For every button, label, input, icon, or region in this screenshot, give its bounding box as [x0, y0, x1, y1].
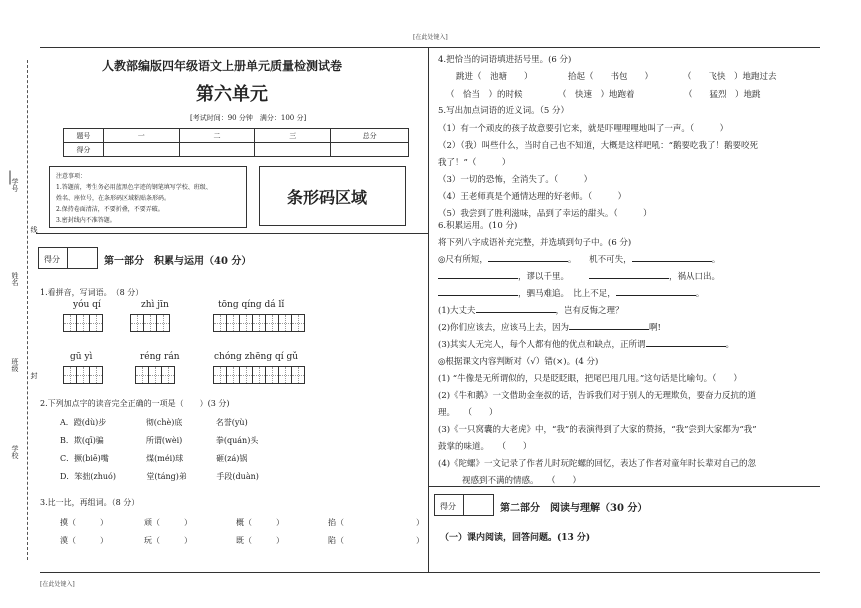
side-label-xian: 线: [30, 226, 38, 233]
q6-intro: 将下列八字成语补充完整，并选填到句子中。(6 分): [438, 238, 632, 248]
judge-item-4[interactable]: (4)《陀螺》一文记录了作者儿时玩陀螺的回忆，表达了作者对童年时长辈对自己的忽: [438, 459, 757, 469]
q6-idiom-row-1[interactable]: ◎尺有所短， 。 机不可失， 。: [438, 255, 721, 265]
q5-item-3[interactable]: （3）一切的恐怖，全消失了。（ ）: [438, 175, 593, 185]
q5-item-5[interactable]: （5）我尝到了胜利滋味，品到了幸运的甜头。（ ）: [438, 209, 652, 219]
top-rule: [40, 47, 820, 48]
judge-item-1[interactable]: (1) “牛像是无所谓似的，只是眨眨眼，把尾巴甩几甩。”这句话是比喻句。（ ）: [438, 374, 742, 384]
q6-sentence-1[interactable]: (1)大丈夫 ，岂有反悔之理？: [438, 306, 624, 316]
q1-pinyin-4: gū yì: [70, 352, 93, 362]
q3-row-2[interactable]: 漠（ ） 玩（ ） 既（ ） 陷（ ）: [60, 536, 424, 545]
side-label-xuexiao: 学校: [11, 445, 19, 459]
side-label-banji: 班级: [11, 358, 19, 372]
judge-item-4-cont[interactable]: 视感到不满的情感。 （ ）: [462, 476, 582, 486]
unit-title: 第六单元: [196, 84, 268, 105]
footer-note: [在此处键入]: [40, 581, 75, 588]
q5-item-2[interactable]: （2）（我）叫些什么，当时自己也不知道，大概是这样吧吼：“鹅要吃我了！鹅要咬死: [438, 141, 759, 151]
q6-sentence-2[interactable]: (2)你们应该去，应该马上去，因为 啊!: [438, 323, 661, 333]
judge-items: [438, 371, 757, 490]
q1-title: 1.看拼音，写词语。 （8 分）: [40, 288, 144, 297]
judge-item-2[interactable]: (2)《牛和鹅》一文借助金奎叔的话，告诉我们对于别人的无理欺负，要奋力反抗的道: [438, 391, 757, 401]
q2-option-c[interactable]: C．撅(biē)嘴 煤(méi)球 砸(zá)锅: [60, 454, 248, 463]
notice-item: 1.答题前，考生务必用蓝黑色字迹的钢笔填写学校、班级、: [56, 184, 212, 191]
seal-line: [27, 60, 28, 560]
score-head-1: 一: [103, 129, 179, 143]
judge-item-3-cont[interactable]: 鼓掌的味道。 （ ）: [438, 442, 532, 452]
q1-grid-5[interactable]: [136, 366, 175, 384]
notice-item: 姓名、座位号，在条形码区域粘贴条形码。: [56, 195, 171, 202]
exam-title: 人教部编版四年级语文上册单元质量检测试卷: [102, 59, 343, 73]
side-label-xingming: 姓名: [11, 272, 19, 286]
q6-sentence-3[interactable]: (3)其实人无完人，每个人都有他的优点和缺点，正所谓 。: [438, 340, 735, 350]
column-divider: [428, 47, 429, 572]
q2-options: [60, 414, 259, 486]
bottom-rule: [40, 572, 820, 573]
notice-item: 2.保持卷面清洁，不要折叠，不要弄破。: [56, 206, 164, 213]
score-row-label: 得分: [64, 143, 104, 157]
q1-pinyin-1: yóu qí: [73, 300, 101, 310]
score-head-2: 二: [179, 129, 255, 143]
q4-row-2[interactable]: （ 恰当 ）的时候 （ 快速 ）地跑着 （ 猛烈 ）地跳: [446, 90, 761, 100]
side-label-feng: 封: [30, 372, 38, 379]
q1-grid-4[interactable]: [64, 366, 103, 384]
q1-pinyin-6: chóng zhēng qí gǔ: [214, 352, 299, 362]
q6-idiom-row-3[interactable]: ，驷马难追。 比上不足， 。: [438, 287, 704, 299]
q5-title: 5.写出加点词语的近义词。（5 分）: [438, 106, 569, 116]
score-head-3: 三: [255, 129, 331, 143]
part1-score-box[interactable]: [38, 247, 98, 269]
side-label-xuehao: 学号: [11, 178, 19, 192]
q1-grid-1[interactable]: [64, 314, 103, 332]
score-head-total: 总分: [331, 129, 409, 143]
part2-score-box[interactable]: [434, 494, 494, 516]
score-head-label: 题号: [64, 129, 104, 143]
q1-pinyin-5: réng rán: [140, 352, 180, 362]
score-cell-3[interactable]: [255, 143, 331, 157]
q1-grid-2[interactable]: [131, 314, 170, 332]
q3-rows: [60, 514, 424, 550]
q1-pinyin-2: zhì jīn: [141, 300, 169, 310]
judge-title: ◎根据课文内容判断对（√）错(×)。(4 分): [438, 357, 599, 367]
notice-title: 注意事项：: [56, 173, 87, 180]
q2-title: 2.下列加点字的读音完全正确的一项是（ ）(3 分): [40, 399, 230, 408]
exam-info: [考试时间：90 分钟 满分：100 分]: [190, 114, 307, 122]
q1-grid-6[interactable]: [214, 366, 305, 384]
judge-item-2-cont[interactable]: 理。 （ ）: [438, 408, 498, 418]
q5-item-4[interactable]: （4）王老师真是个通情达理的好老师。（ ）: [438, 192, 627, 202]
reading-heading: （一）课内阅读，回答问题。(13 分): [440, 533, 591, 543]
q5-item-2-cont[interactable]: 我了！”（ ）: [438, 158, 511, 168]
q5-item-1[interactable]: （1）有一个顽皮的孩子故意要引它来，就是吓哩哩哩地叫了一声。（ ）: [438, 124, 729, 134]
q3-title: 3.比一比，再组词。（8 分）: [40, 498, 140, 507]
judge-item-3[interactable]: (3)《一只窝囊的大老虎》中，“我”的表演得到了大家的赞扬，“我”尝到大家都为“我”: [438, 425, 757, 435]
q2-option-d[interactable]: D．笨拙(zhuó) 堂(táng)弟 手段(duàn): [60, 472, 259, 481]
q3-row-1[interactable]: 摸（ ） 顽（ ） 概（ ） 掐（ ）: [60, 518, 424, 527]
score-cell-total[interactable]: [331, 143, 409, 157]
q6-title: 6.积累运用。(10 分): [438, 221, 518, 231]
notice-item: 3.密封线内不准答题。: [56, 217, 116, 224]
score-cell-2[interactable]: [179, 143, 255, 157]
score-cell-1[interactable]: [103, 143, 179, 157]
q5-items: [438, 121, 758, 223]
part2-score-label: 得分: [440, 502, 456, 511]
q1-pinyin-3: tōng qíng dá lǐ: [218, 300, 285, 310]
q2-option-a[interactable]: A．蹬(dù)步 彻(chè)底 名誉(yù): [60, 418, 248, 427]
part2-title: 第二部分 阅读与理解（30 分）: [500, 503, 648, 514]
part1-score-label: 得分: [44, 255, 60, 264]
q4-row-1[interactable]: 跳进（ 池塘 ） 拾起（ 书包 ） （ 飞快 ）地跑过去: [456, 72, 777, 82]
part1-title: 第一部分 积累与运用（40 分）: [104, 256, 252, 267]
notice-box: [49, 166, 247, 228]
q6-idiom-row-2[interactable]: ，谬以千里。 ，祸从口出。: [438, 270, 720, 282]
score-table: [63, 128, 409, 157]
barcode-area: [259, 166, 406, 226]
q1-grid-3[interactable]: [214, 314, 305, 332]
header-note: [在此处键入]: [413, 34, 448, 41]
barcode-label: 条形码区域: [287, 188, 368, 207]
q4-title: 4.把恰当的词语填进括号里。(6 分): [438, 55, 572, 65]
q2-option-b[interactable]: B．欺(qī)骗 所谓(wèi) 拳(quán)头: [60, 436, 259, 445]
